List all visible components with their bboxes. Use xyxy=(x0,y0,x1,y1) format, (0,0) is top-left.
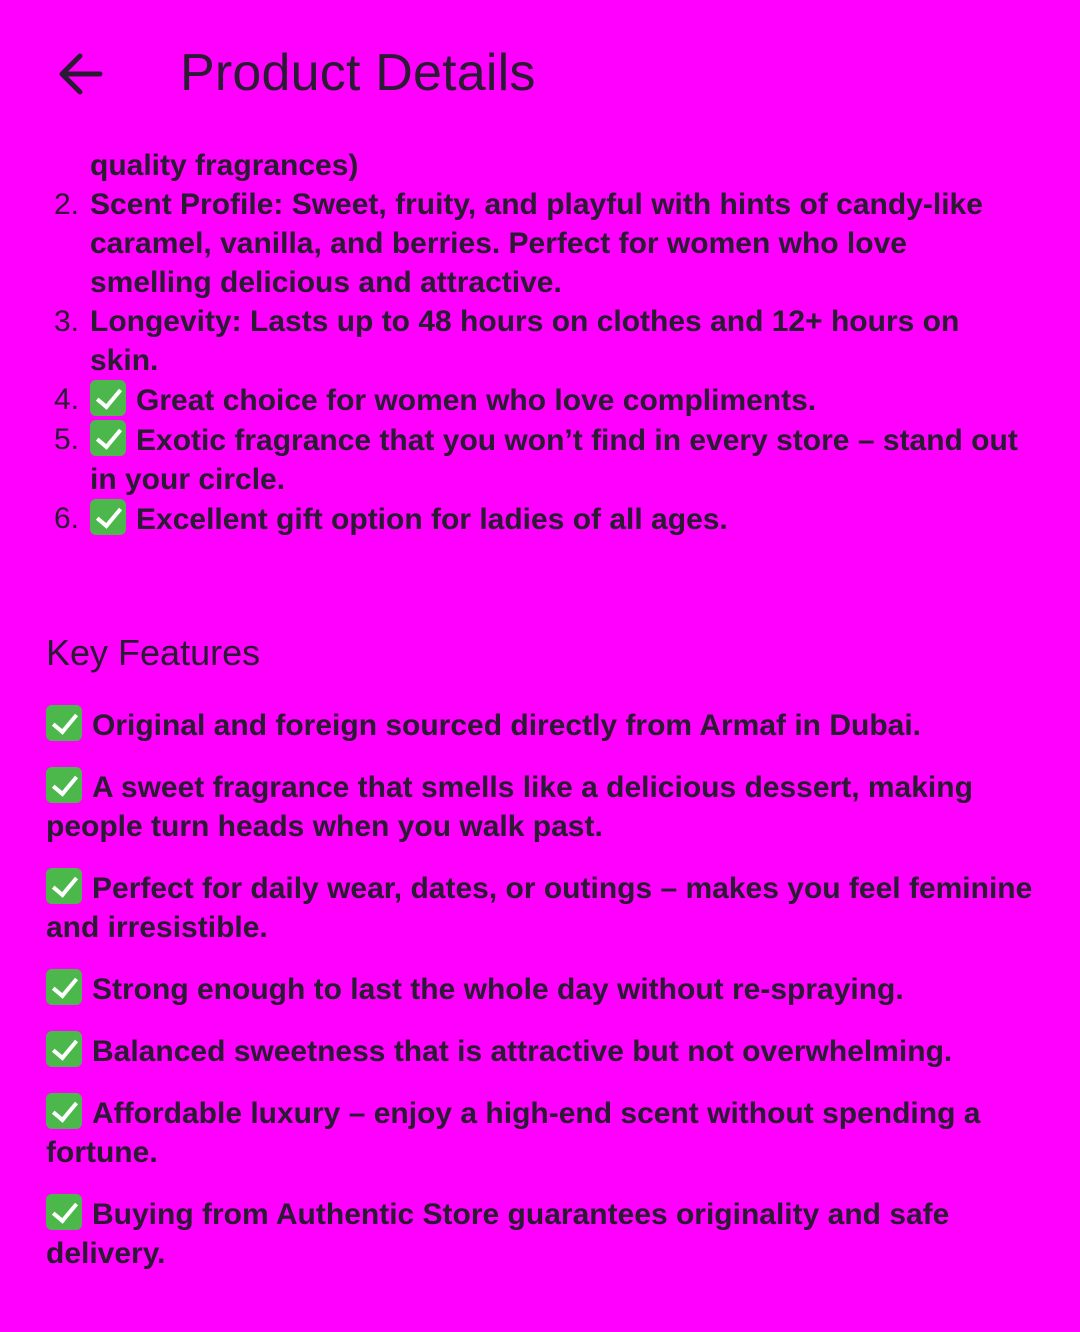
feature-text: Original and foreign sourced directly from Armaf in Dubai. xyxy=(92,709,922,742)
feature-text: Strong enough to last the whole day without re-spraying. xyxy=(92,973,904,1006)
list-item-text: Excellent gift option for ladies of all ages. xyxy=(136,503,728,536)
feature-text: Affordable luxury – enjoy a high-end scent without spending a fortune. xyxy=(46,1097,981,1169)
check-mark-icon xyxy=(90,499,126,535)
list-item-number: 2. xyxy=(54,188,80,221)
check-mark-icon xyxy=(46,705,82,741)
list-item-text: Longevity: Lasts up to 48 hours on clothes and 12+ hours on skin. xyxy=(90,305,960,377)
arrow-left-icon xyxy=(50,44,110,104)
feature-item xyxy=(46,1093,1036,1172)
check-mark-icon xyxy=(46,1031,82,1067)
list-item-number: 3. xyxy=(54,305,80,338)
list-item-number: 4. xyxy=(54,383,80,416)
description-content xyxy=(0,146,1080,539)
feature-text: A sweet fragrance that smells like a delicious dessert, making people turn heads when you walk past. xyxy=(46,771,973,843)
page-title: Product Details xyxy=(180,44,536,102)
check-mark-icon xyxy=(46,767,82,803)
list-item-text: Exotic fragrance that you won’t find in every store – stand out in your circle. xyxy=(90,424,1018,496)
feature-item xyxy=(46,705,1036,745)
feature-item xyxy=(46,1194,1036,1273)
list-item xyxy=(0,380,1080,420)
list-item xyxy=(0,499,1080,539)
feature-text: Balanced sweetness that is attractive but not overwhelming. xyxy=(92,1035,953,1068)
feature-item xyxy=(46,969,1036,1009)
feature-text: Perfect for daily wear, dates, or outings – makes you feel feminine and irresistible. xyxy=(46,872,1033,944)
feature-text: Buying from Authentic Store guarantees originality and safe delivery. xyxy=(46,1198,950,1270)
feature-item xyxy=(46,767,1036,846)
check-mark-icon xyxy=(46,1093,82,1129)
key-features-heading: Key Features xyxy=(46,632,261,673)
list-item xyxy=(0,185,1080,302)
list-item-text: quality fragrances) xyxy=(90,149,359,182)
list-item xyxy=(0,420,1080,499)
feature-item xyxy=(46,868,1036,947)
back-button[interactable] xyxy=(50,44,110,104)
check-mark-icon xyxy=(46,969,82,1005)
numbered-list xyxy=(0,146,1080,539)
list-item xyxy=(0,302,1080,380)
key-features-list xyxy=(46,705,1036,1295)
app-header xyxy=(0,0,1080,150)
feature-item xyxy=(46,1031,1036,1071)
list-item xyxy=(0,146,1080,185)
check-mark-icon xyxy=(90,420,126,456)
list-item-text: Scent Profile: Sweet, fruity, and playful with hints of candy-like caramel, vanilla, and berries. Perfect for women who love smelling delicious and attractive. xyxy=(90,188,983,299)
list-item-number: 5. xyxy=(54,423,80,456)
check-mark-icon xyxy=(46,868,82,904)
check-mark-icon xyxy=(90,380,126,416)
check-mark-icon xyxy=(46,1194,82,1230)
list-item-text: Great choice for women who love compliments. xyxy=(136,384,817,417)
list-item-number: 6. xyxy=(54,502,80,535)
